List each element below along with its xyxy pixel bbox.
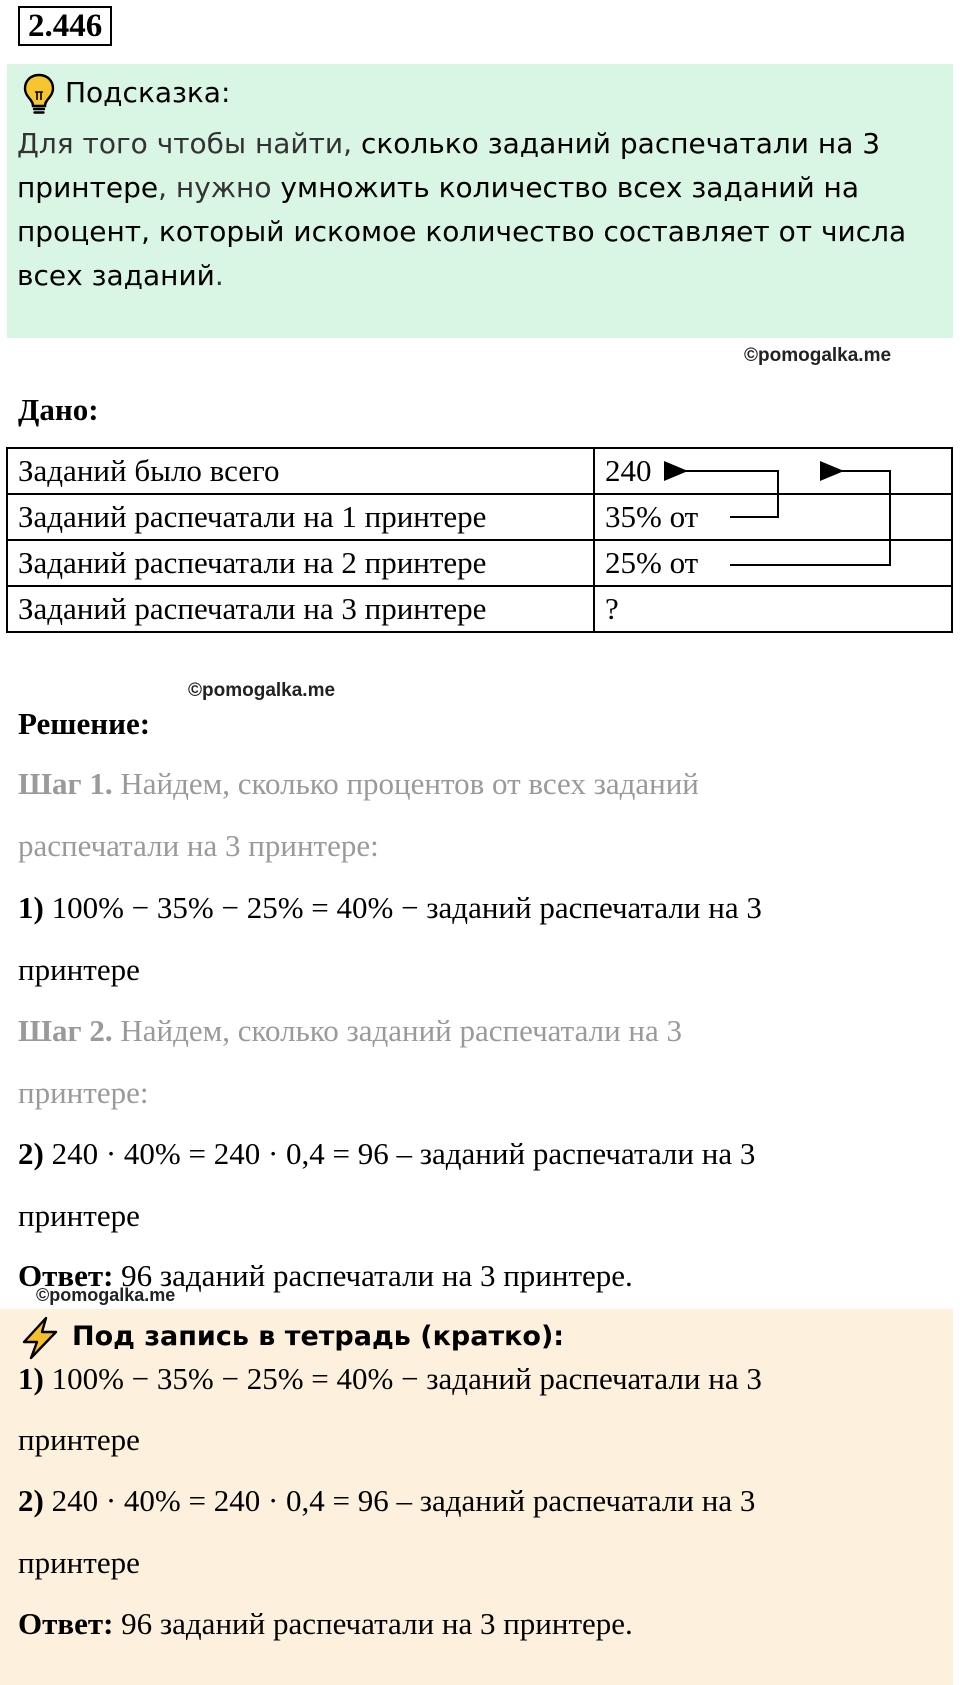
equation-text: 240 · 40% = 240 · 0,4 = 96 – заданий распечатали на 3 <box>43 1136 756 1171</box>
hint-text-part: Для того чтобы найти, <box>17 127 361 160</box>
step2-text: Найдем, сколько заданий распечатали на 3 <box>112 1013 683 1048</box>
given-value: 25% от <box>594 540 952 586</box>
hint-text-part: сколько заданий распечатали на 3 принтере <box>17 127 881 204</box>
answer-text: 96 заданий распечатали на 3 принтере. <box>113 1258 633 1293</box>
notebook-answer <box>18 1606 633 1642</box>
answer-text: 96 заданий распечатали на 3 принтере. <box>113 1606 633 1641</box>
equation-2 <box>18 1136 755 1172</box>
given-label: Заданий распечатали на 3 принтере <box>7 586 594 632</box>
solution-heading: Решение: <box>18 706 151 741</box>
notebook-equation-2 <box>18 1483 755 1519</box>
equation-text: 100% − 35% − 25% = 40% − заданий распечатали на 3 <box>43 1361 762 1396</box>
given-value: ? <box>594 586 952 632</box>
given-label: Заданий распечатали на 1 принтере <box>7 494 594 540</box>
watermark: ©pomogalka.me <box>744 345 892 366</box>
notebook-box <box>0 1309 953 1685</box>
given-value: 35% от <box>594 494 952 540</box>
step2-line2: принтере: <box>18 1075 149 1110</box>
lightning-icon <box>18 1315 62 1366</box>
watermark: ©pomogalka.me <box>36 1285 176 1305</box>
equation-1 <box>18 890 762 926</box>
step2-label: Шаг 2. <box>18 1013 113 1048</box>
answer-label: Ответ: <box>18 1258 114 1293</box>
hint-text-part: , нужно <box>158 171 281 204</box>
step1-line2: распечатали на 3 принтере: <box>18 828 379 863</box>
step1-line <box>18 766 699 802</box>
notebook-title: Под запись в тетрадь (кратко): <box>72 1321 565 1352</box>
hint-text-part: . <box>214 259 224 292</box>
relation-arrows <box>0 0 960 640</box>
given-heading: Дано: <box>18 392 99 427</box>
step1-label: Шаг 1. <box>18 766 113 801</box>
problem-number: 2.446 <box>18 6 112 46</box>
notebook-equation-1 <box>18 1361 762 1397</box>
given-value: 240 <box>594 448 952 494</box>
watermark: ©pomogalka.me <box>188 680 336 701</box>
equation-number: 1) <box>18 1361 44 1396</box>
hint-title: Подсказка: <box>65 76 231 109</box>
hint-text-part: умножить количество всех заданий на процент, который искомое количество составляет от числа всех заданий <box>17 171 907 292</box>
given-label: Заданий распечатали на 2 принтере <box>7 540 594 586</box>
equation-number: 1) <box>18 890 44 925</box>
equation-2-line2: принтере <box>18 1198 140 1233</box>
notebook-equation-1-line2: принтере <box>18 1422 140 1457</box>
equation-text: 100% − 35% − 25% = 40% − заданий распечатали на 3 <box>43 890 762 925</box>
step2-line <box>18 1013 682 1049</box>
answer-label: Ответ: <box>18 1606 114 1641</box>
equation-1-line2: принтере <box>18 952 140 987</box>
equation-text: 240 · 40% = 240 · 0,4 = 96 – заданий распечатали на 3 <box>43 1483 756 1518</box>
given-label: Заданий было всего <box>7 448 594 494</box>
step1-text: Найдем, сколько процентов от всех заданий <box>112 766 699 801</box>
equation-number: 2) <box>18 1136 44 1171</box>
notebook-equation-2-line2: принтере <box>18 1545 140 1580</box>
equation-number: 2) <box>18 1483 44 1518</box>
arrow-row2-to-total <box>684 471 778 517</box>
